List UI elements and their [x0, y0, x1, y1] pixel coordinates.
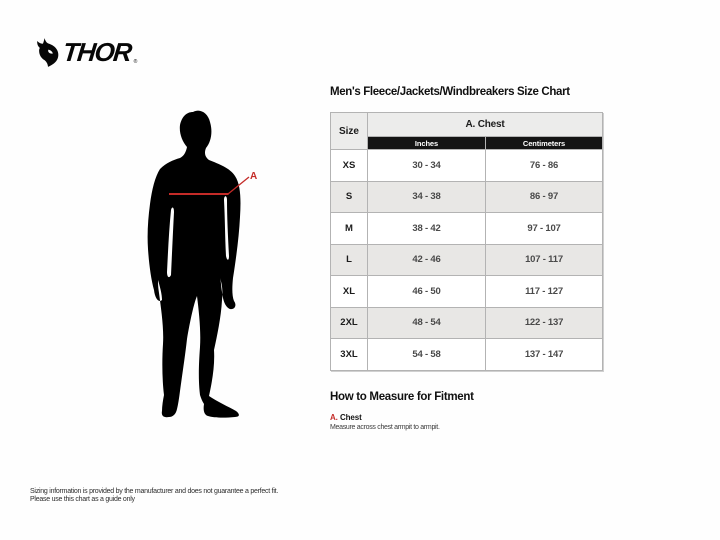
inches-cell: 54 - 58 — [368, 339, 486, 371]
brand-name: THOR — [61, 37, 133, 67]
size-chart-header — [331, 113, 603, 150]
inches-cell: 30 - 34 — [368, 150, 486, 182]
size-cell: XL — [331, 276, 368, 308]
size-row-xs — [331, 150, 603, 182]
measure-item-letter: A. — [330, 413, 338, 422]
measure-item-description: Measure across chest armpit to armpit. — [330, 424, 440, 431]
inches-cell: 46 - 50 — [368, 276, 486, 308]
inches-cell: 48 - 54 — [368, 307, 486, 339]
size-cell: M — [331, 213, 368, 245]
size-cell: L — [331, 244, 368, 276]
inches-unit-header: Inches — [368, 137, 486, 150]
size-row-s — [331, 181, 603, 213]
size-cell: XS — [331, 150, 368, 182]
centimeters-cell: 117 - 127 — [486, 276, 603, 308]
centimeters-cell: 107 - 117 — [486, 244, 603, 276]
inches-cell: 34 - 38 — [368, 181, 486, 213]
male-silhouette — [120, 90, 320, 450]
size-cell: S — [331, 181, 368, 213]
size-chart-title: Men's Fleece/Jackets/Windbreakers Size Chart — [330, 86, 570, 98]
disclaimer-line-2: Please use this chart as a guide only — [30, 496, 135, 504]
size-chart-body — [331, 150, 603, 371]
measure-item-label — [330, 413, 610, 422]
measurement-figure — [120, 90, 320, 450]
inches-cell: 42 - 46 — [368, 244, 486, 276]
size-row-2xl — [331, 307, 603, 339]
size-row-xl — [331, 276, 603, 308]
brand-logo — [37, 36, 137, 68]
size-cell: 3XL — [331, 339, 368, 371]
centimeters-cell: 122 - 137 — [486, 307, 603, 339]
sizing-disclaimer — [30, 488, 278, 505]
inches-cell: 38 - 42 — [368, 213, 486, 245]
registered-trademark-symbol: ® — [133, 59, 138, 65]
size-row-3xl — [331, 339, 603, 371]
size-row-l — [331, 244, 603, 276]
size-chart-table — [330, 112, 603, 371]
thor-helmet-icon — [37, 38, 60, 67]
measure-item-name: Chest — [339, 413, 362, 422]
centimeters-unit-header: Centimeters — [486, 137, 603, 150]
centimeters-cell: 86 - 97 — [486, 181, 603, 213]
centimeters-cell: 76 - 86 — [486, 150, 603, 182]
disclaimer-line-1: Sizing information is provided by the manufacturer and does not guarantee a perfect fit. — [30, 488, 279, 495]
size-cell: 2XL — [331, 307, 368, 339]
annotation-letter: A — [250, 171, 258, 182]
centimeters-cell: 137 - 147 — [486, 339, 603, 371]
how-to-measure-section — [330, 391, 610, 431]
how-to-measure-heading: How to Measure for Fitment — [330, 391, 474, 403]
size-column-header: Size — [331, 113, 368, 150]
centimeters-cell: 97 - 107 — [486, 213, 603, 245]
size-row-m — [331, 213, 603, 245]
chest-group-header: A. Chest — [368, 113, 603, 137]
